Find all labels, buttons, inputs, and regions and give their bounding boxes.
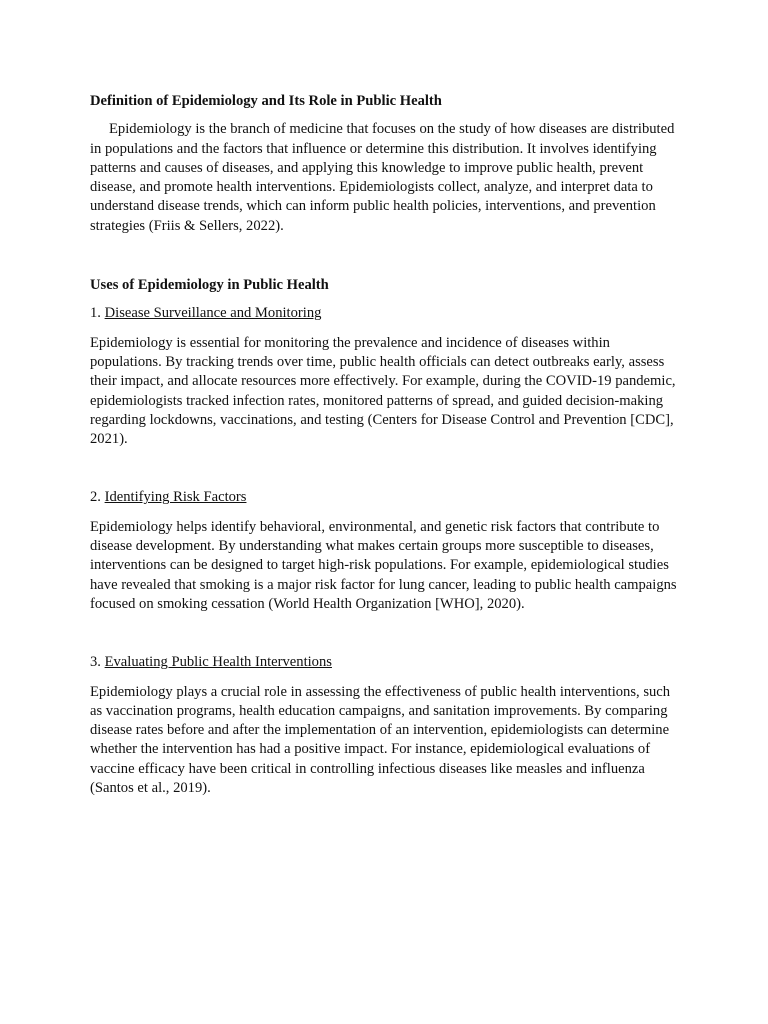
use-item-heading [90,304,682,323]
use-item-heading-text: Evaluating Public Health Interventions [104,654,332,671]
use-item-number: 1. [90,305,105,322]
use-item-surveillance [90,304,682,449]
use-item-heading-text: Disease Surveillance and Monitoring [104,305,322,322]
use-item-number: 2. [90,489,105,506]
use-item-paragraph: Epidemiology helps identify behavioral, environmental, and genetic risk factors that contribute to disease development. By understanding what makes certain groups more susceptible to diseases, interventions can be designed to target high-risk populations. For example, epidemiological studies have revealed that smoking is a major risk factor for lung cancer, leading to public health campaigns focused on smoking cessation (World Health Organization [WHO], 2020). [90,518,677,612]
document-page [90,92,682,837]
use-item-heading-text: Identifying Risk Factors [104,489,247,506]
definition-paragraph: Epidemiology is the branch of medicine that focuses on the study of how diseases are distributed in populations and the factors that influence or determine this distribution. It involves identifying patterns and causes of diseases, and applying this knowledge to improve public health, prevent disease, and promote health interventions. Epidemiologists collect, analyze, and interpret data to understand disease trends, which can inform public health policies, interventions, and prevention strategies (Friis & Sellers, 2022). [90,121,675,234]
use-item-number: 3. [90,654,105,671]
use-item-interventions [90,653,682,798]
use-item-risk-factors [90,488,682,614]
use-item-paragraph: Epidemiology is essential for monitoring the prevalence and incidence of diseases within populations. By tracking trends over time, public health officials can detect outbreaks early, assess their impact, and allocate resources more effectively. For example, during the COVID-19 pandemic, epidemiologists tracked infection rates, monitored patterns of spread, and guided decision-making regarding lockdowns, vaccinations, and testing (Centers for Disease Control and Prevention [CDC], 2021). [90,334,676,448]
use-item-heading [90,488,682,507]
use-item-paragraph: Epidemiology plays a crucial role in assessing the effectiveness of public health interventions, such as vaccination programs, health education campaigns, and sanitation improvements. By comparing disease rates before and after the implementation of an intervention, epidemiologists can determine whether the intervention has had a positive impact. For instance, epidemiological evaluations of vaccine efficacy have been critical in controlling infectious diseases like measles and influenza (Santos et al., 2019). [90,683,671,797]
uses-title: Uses of Epidemiology in Public Health [90,277,329,294]
definition-title: Definition of Epidemiology and Its Role in Public Health [90,93,442,109]
use-item-heading [90,653,682,672]
